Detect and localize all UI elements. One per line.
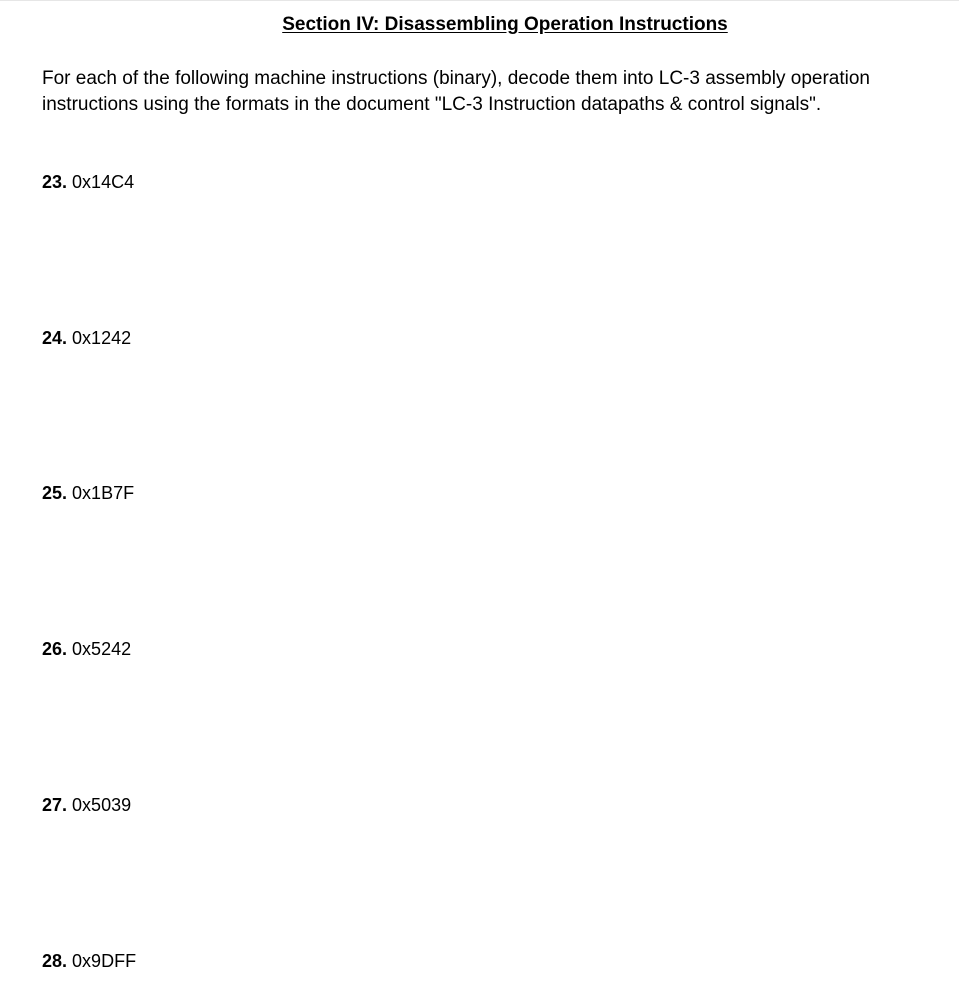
question-number: 26. (42, 639, 68, 659)
question-number: 23. (42, 172, 68, 192)
question-27 (42, 795, 131, 816)
question-hex-code: 0x5242 (72, 639, 132, 659)
question-23 (42, 172, 134, 193)
question-hex-code: 0x14C4 (72, 172, 135, 192)
page-top-border (0, 0, 959, 1)
question-hex-code: 0x1242 (72, 328, 132, 348)
instructions-line-1: For each of the following machine instructions (binary), decode them into LC-3 assembly operation (42, 68, 870, 89)
question-number: 27. (42, 795, 68, 815)
question-25 (42, 483, 134, 504)
question-number: 24. (42, 328, 68, 348)
instructions-line-2: instructions using the formats in the document "LC-3 Instruction datapaths & control signals". (42, 94, 822, 115)
question-28 (42, 951, 136, 972)
question-hex-code: 0x5039 (72, 795, 132, 815)
question-number: 25. (42, 483, 68, 503)
question-number: 28. (42, 951, 68, 971)
question-26 (42, 639, 131, 660)
question-hex-code: 0x1B7F (72, 483, 135, 503)
question-24 (42, 328, 131, 349)
section-title: Section IV: Disassembling Operation Instructions (282, 14, 728, 35)
question-hex-code: 0x9DFF (72, 951, 137, 971)
instructions-paragraph (42, 66, 942, 118)
